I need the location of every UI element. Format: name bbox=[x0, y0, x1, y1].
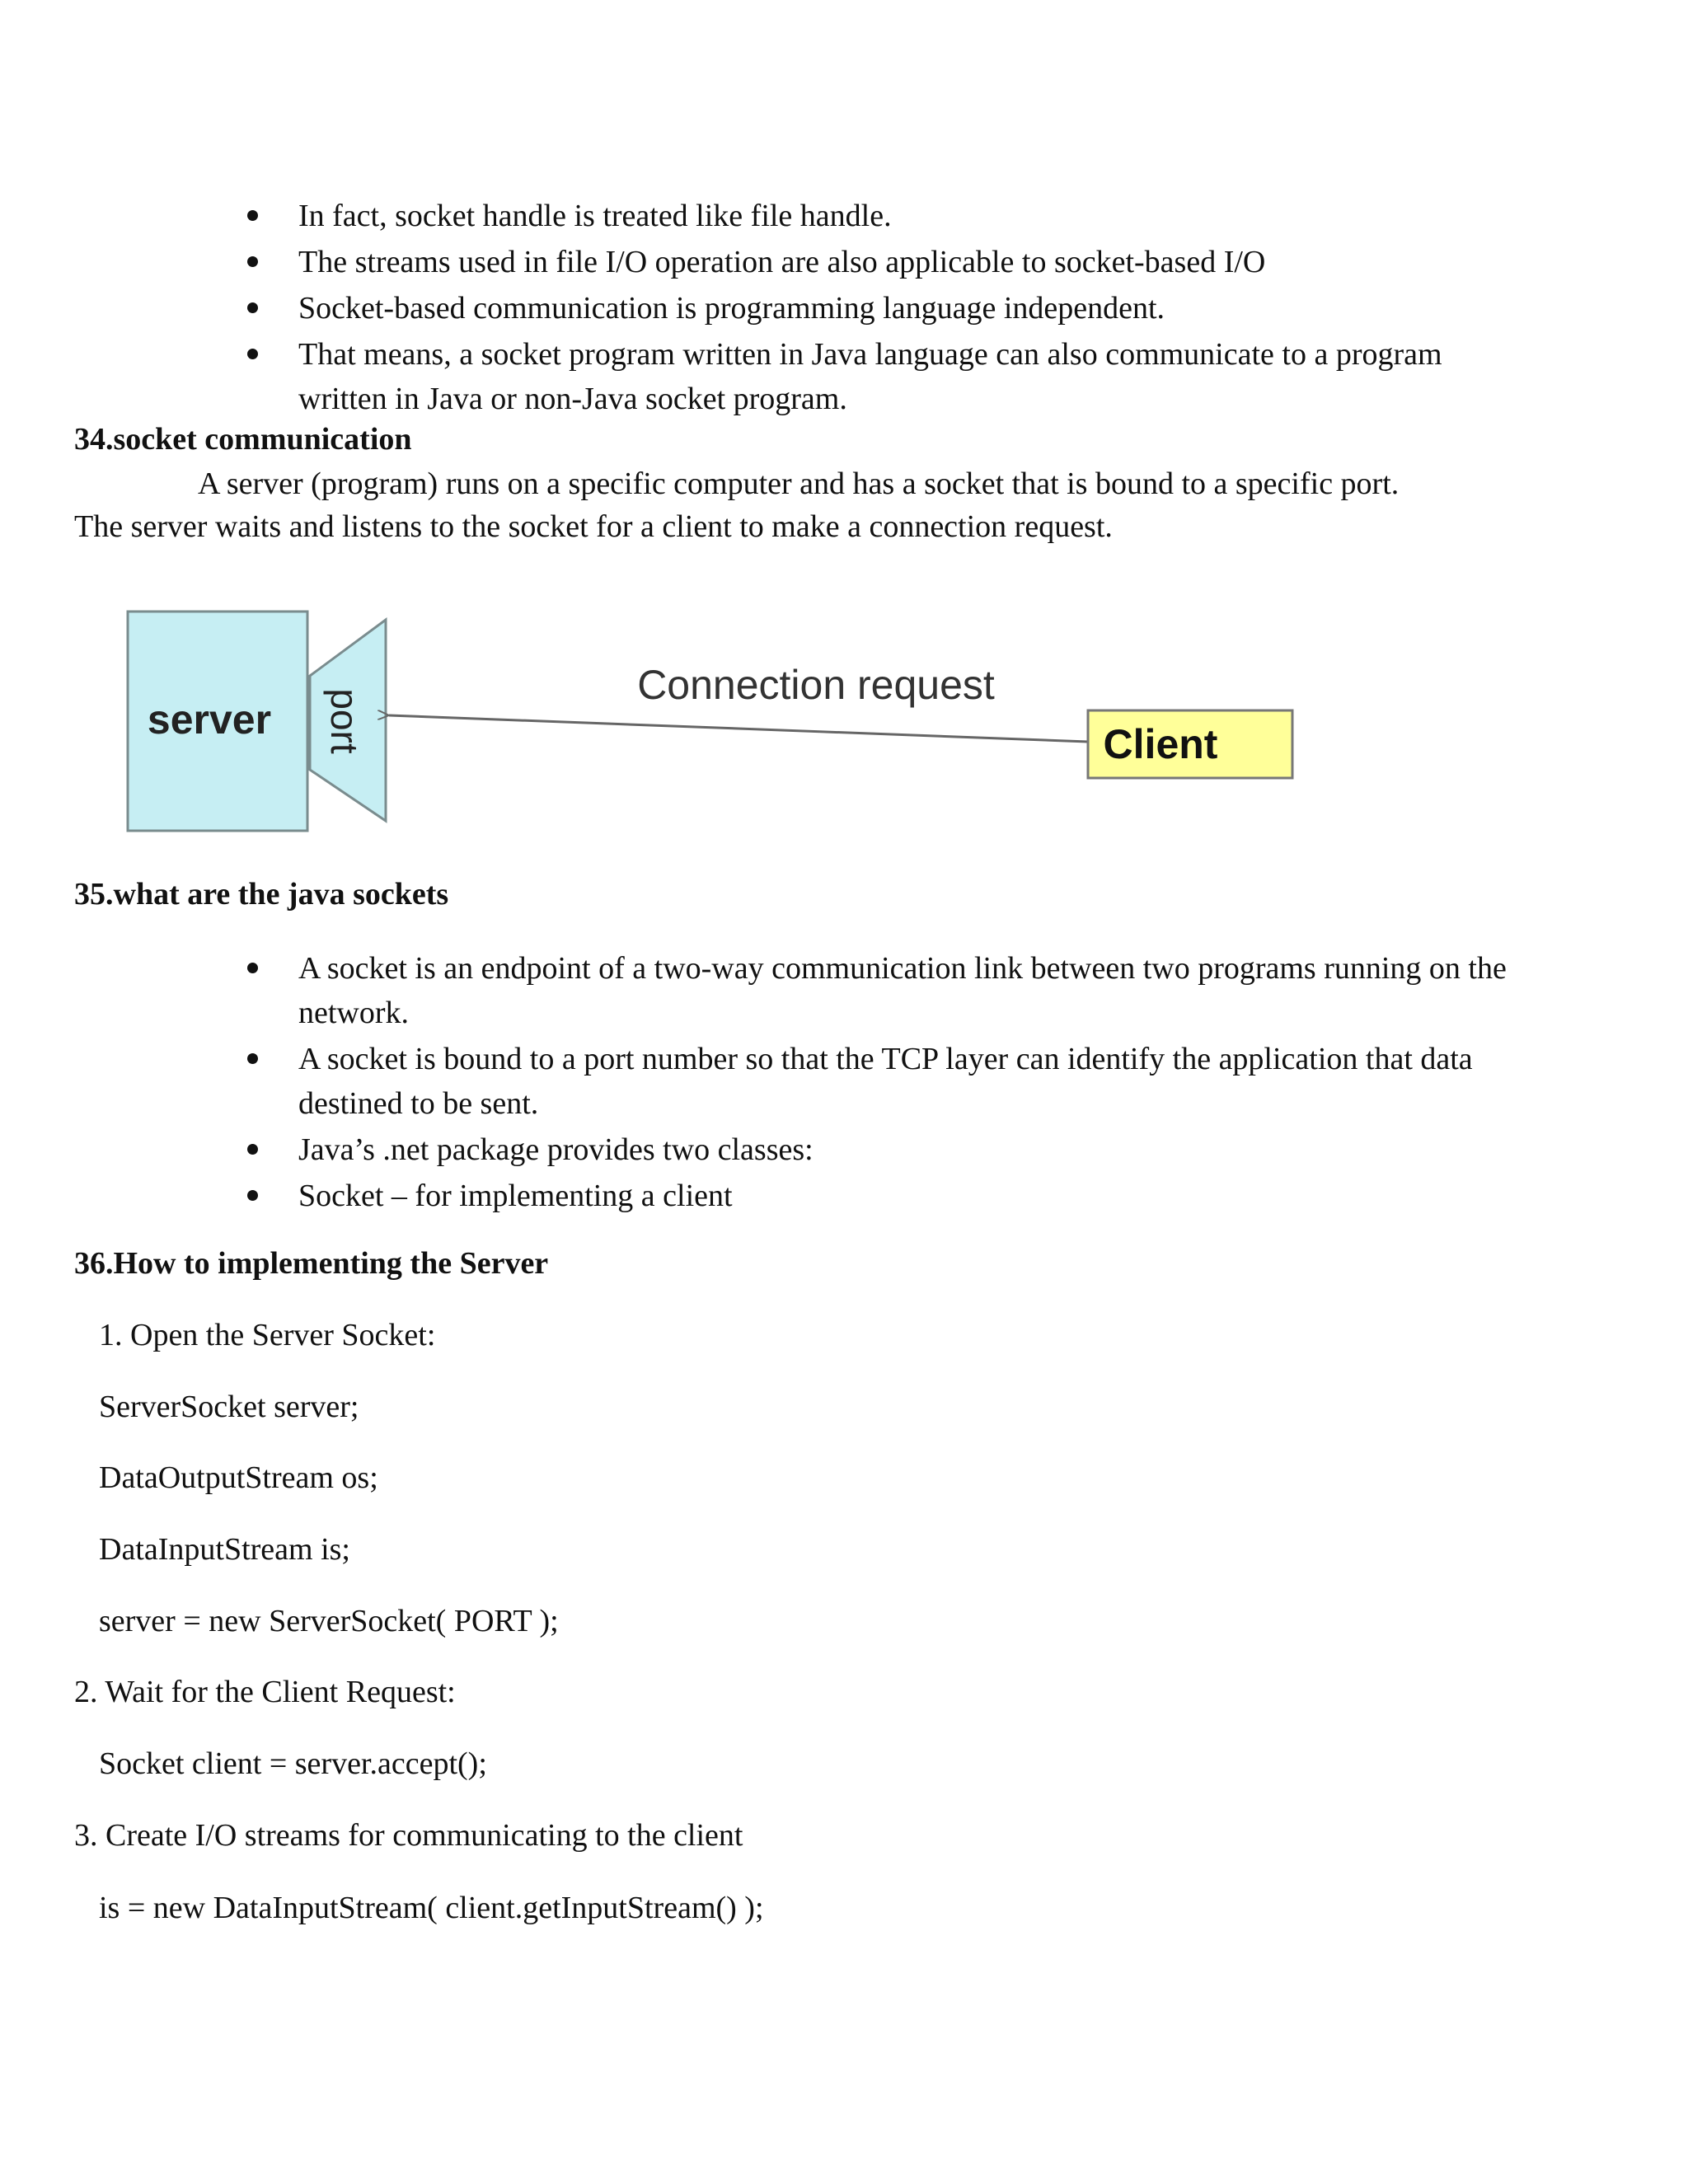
list-item: A socket is an endpoint of a two-way communication link between two programs running on the network. bbox=[247, 946, 1517, 1035]
list-item: Socket – for implementing a client bbox=[247, 1174, 1517, 1218]
bullet-icon bbox=[247, 1190, 258, 1201]
section-35-bullet-list bbox=[247, 946, 1517, 1218]
connection-arrow bbox=[389, 715, 1088, 742]
code-line: DataOutputStream os; bbox=[99, 1460, 378, 1495]
bullet-icon bbox=[247, 210, 258, 221]
code-line: ServerSocket server; bbox=[99, 1390, 359, 1424]
bullet-icon bbox=[247, 963, 258, 973]
code-line: DataInputStream is; bbox=[99, 1532, 350, 1567]
bullet-icon bbox=[247, 1053, 258, 1064]
code-line: server = new ServerSocket( PORT ); bbox=[99, 1604, 559, 1638]
port-label: port bbox=[323, 688, 366, 754]
section-36-heading: 36.How to implementing the Server bbox=[74, 1246, 549, 1281]
step-3-label: 3. Create I/O streams for communicating to the client bbox=[74, 1818, 743, 1853]
server-client-diagram bbox=[115, 593, 1335, 849]
connection-request-label: Connection request bbox=[637, 662, 995, 708]
list-item: Socket-based communication is programming language independent. bbox=[247, 286, 1452, 330]
bullet-icon bbox=[247, 302, 258, 313]
list-item: A socket is bound to a port number so that the TCP layer can identify the application that data destined to be sent. bbox=[247, 1037, 1517, 1126]
section-34-heading: 34.socket communication bbox=[74, 422, 412, 457]
bullet-icon bbox=[247, 1144, 258, 1155]
list-item: That means, a socket program written in Java language can also communicate to a program written in Java or non-Java socket program. bbox=[247, 332, 1452, 421]
list-item: The streams used in file I/O operation are also applicable to socket-based I/O bbox=[247, 240, 1452, 284]
section-34-paragraph-line-1: A server (program) runs on a specific computer and has a socket that is bound to a specific port. bbox=[198, 466, 1400, 501]
step-1-label: 1. Open the Server Socket: bbox=[99, 1318, 436, 1352]
list-item: Java’s .net package provides two classes: bbox=[247, 1127, 1517, 1172]
code-line: is = new DataInputStream( client.getInputStream() ); bbox=[99, 1891, 764, 1925]
section-35-heading: 35.what are the java sockets bbox=[74, 877, 449, 912]
step-2-label: 2. Wait for the Client Request: bbox=[74, 1675, 456, 1709]
code-line: Socket client = server.accept(); bbox=[99, 1746, 487, 1781]
list-item: In fact, socket handle is treated like file handle. bbox=[247, 194, 1452, 238]
bullet-icon bbox=[247, 256, 258, 267]
server-label: server bbox=[147, 696, 272, 743]
section-34-paragraph-line-2: The server waits and listens to the socket for a client to make a connection request. bbox=[74, 509, 1113, 544]
client-label: Client bbox=[1103, 721, 1218, 767]
bullet-icon bbox=[247, 349, 258, 359]
top-bullet-list bbox=[247, 194, 1452, 421]
